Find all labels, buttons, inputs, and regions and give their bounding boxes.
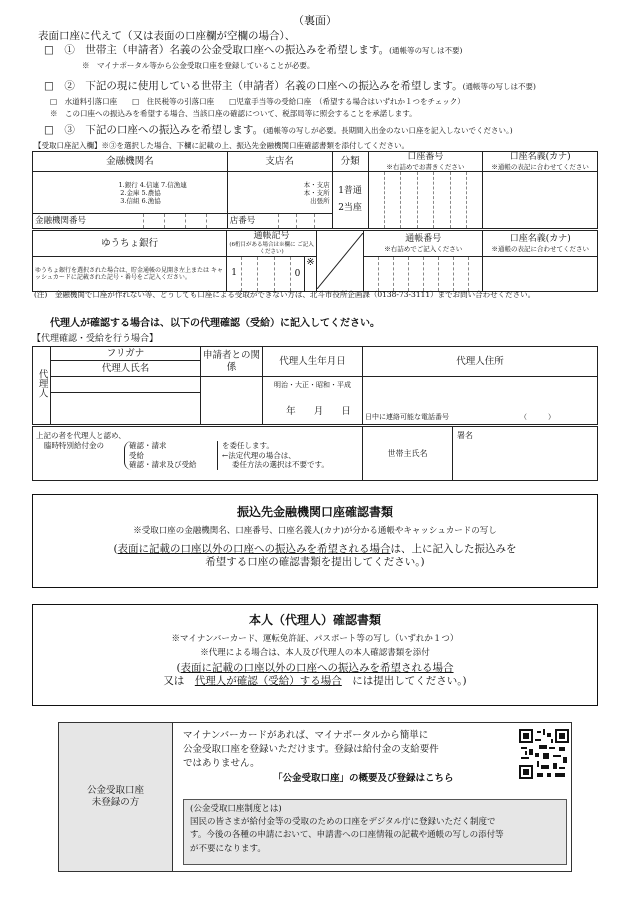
birth-input[interactable]	[263, 377, 363, 425]
bank-doc-box	[32, 494, 598, 588]
id-doc-line-3	[33, 662, 597, 675]
id-doc-rest: には提出してください。)	[341, 675, 467, 688]
birth-year: 年	[286, 405, 296, 417]
yucho-extra-digit[interactable]: ※	[304, 257, 316, 291]
delegate-3: 委任方法の選択は不要です。	[232, 460, 329, 470]
branch-types-3: 出張所	[310, 196, 330, 205]
option-1-note: (通帳等の写しは不要)	[389, 46, 463, 55]
account-header: 【受取口座記入欄】※③を選択した場合、下欄に記載の上、振込先金融機関口座確認書類を添付してください。	[34, 141, 409, 150]
header-holder	[483, 152, 598, 172]
yucho-number-label: 通帳番号	[405, 233, 442, 244]
id-doc-box	[32, 604, 598, 706]
relation-label: 申請者との関係	[201, 347, 263, 377]
householder-label: 世帯主氏名	[363, 427, 453, 481]
info-link[interactable]: 「公金受取口座」の概要及び登録はこちら	[273, 773, 454, 785]
branch-code-input[interactable]	[227, 214, 332, 229]
option-1-text: □ ① 世帯主（申請者）名義の公金受取口座への振込みを希望します。	[44, 44, 390, 56]
type-ordinary: 1普通	[338, 186, 362, 197]
furigana-label: フリガナ	[51, 347, 201, 361]
notice: (注) 金融機関で口座が作れない等、どうしても口座による受取ができない方は、北斗市役所企画課（0138-73-3111）までお問い合わせください。	[34, 290, 536, 299]
header-holder-note: ※通帳の表記に合わせてください	[491, 163, 589, 172]
header-account-number-label: 口座番号	[407, 152, 444, 162]
yucho-digit-zero: 0	[290, 257, 304, 291]
phone-label: 日中に連絡可能な電話番号	[365, 413, 449, 422]
info-sub-3: が不要になります。	[190, 843, 266, 854]
option-2-sub: ※ この口座への振込みを希望する場合、当該口座の確認について、税部局等に照会することを承諾します。	[50, 109, 417, 118]
info-side-2: 未登録の方	[91, 797, 140, 808]
bank-types-2: 2.金庫 5.農協	[120, 188, 161, 197]
delegate-1: を委任します。	[222, 441, 274, 451]
relation-input[interactable]	[201, 377, 263, 425]
option-2-note: (通帳等の写しは不要)	[462, 82, 536, 91]
yucho-note: ゆうちょ銀行を選択された場合は、貯金通帳の見開き左上または キャッシュカードに記載された記号・番号をご記入ください。	[33, 257, 227, 292]
option-2-choices[interactable]: □ 水道料引落口座 □ 住民税等の引落口座 □児童手当等の受給口座 （希望する場合はいずれか１つをチェック）	[50, 97, 465, 106]
id-doc-emph: 表面に記載の口座以外の口座への振込みを希望される場合	[180, 662, 454, 675]
info-side	[59, 723, 173, 871]
yucho-number-note: ※右詰めでご記入ください	[384, 245, 463, 254]
option-2[interactable]	[44, 80, 536, 93]
bank-name-input[interactable]	[33, 172, 228, 214]
id-doc-or: 又は	[163, 675, 195, 688]
yucho-divider	[316, 231, 363, 292]
yucho-digit-first: 1	[231, 268, 238, 279]
signature-label: 署名	[457, 431, 473, 440]
address-label: 代理人住所	[363, 347, 598, 377]
id-doc-line-4	[33, 675, 597, 688]
info-text	[183, 729, 454, 786]
account-number-input[interactable]	[368, 172, 483, 229]
option-2-text: □ ② 下記の現に使用している世帯主（申請者）名義の口座への振込みを希望します。	[44, 80, 463, 92]
signature-input[interactable]	[453, 427, 598, 481]
bank-doc-paren: (	[113, 542, 118, 555]
bank-account-table	[32, 151, 598, 229]
yucho-symbol-note: (6桁目がある場合は※欄に ご記入ください)	[229, 242, 314, 256]
header-type: 分類	[332, 152, 368, 172]
yucho-number-input[interactable]	[363, 257, 482, 292]
info-text-1: マイナンバーカードがあれば、マイナポータルから簡単に	[183, 730, 429, 741]
bank-types-3: 3.信組 6.漁協	[120, 196, 161, 205]
info-sub-box	[183, 799, 567, 865]
bank-doc-emph: 表面に記載の口座以外の口座への振込みを希望される場合	[117, 542, 391, 555]
yucho-holder-input[interactable]	[483, 257, 598, 292]
info-main	[173, 723, 571, 871]
header-bank-name: 金融機関名	[33, 152, 228, 172]
bank-doc-rest: は、上に記入した振込みを	[390, 542, 517, 555]
bank-doc-line-2	[33, 543, 597, 556]
id-doc-paren: (	[176, 662, 181, 675]
info-text-3: ではありません。	[183, 757, 260, 769]
id-doc-line-1: ※マイナンバーカード、運転免許証、パスポート等の写し（いずれか１つ）	[171, 634, 459, 644]
yucho-table	[32, 230, 598, 292]
bank-code-input[interactable]	[33, 214, 228, 229]
proxy-heading: 代理人が確認する場合は、以下の代理確認（受給）に記入してください。	[50, 318, 380, 329]
header-account-number-note: ※右詰めでお書きください	[386, 163, 465, 172]
yucho-name: ゆうちょ銀行	[33, 231, 227, 257]
header-branch-name: 支店名	[227, 152, 332, 172]
id-doc-title: 本人（代理人）確認書類	[248, 613, 381, 627]
bank-code-label: 金融機関番号	[35, 216, 87, 227]
qr-code-icon[interactable]	[519, 729, 569, 779]
bank-types-1: 1.銀行 4.信連 7.信漁連	[118, 180, 187, 189]
item-both: 確認・請求及び受給	[129, 460, 197, 470]
branch-name-input[interactable]	[227, 172, 332, 214]
branch-types-2: 本・支所	[303, 188, 330, 197]
yucho-symbol-input[interactable]	[227, 257, 317, 292]
info-text-2: 公金受取口座を登録いただけます。登録は給付金の支給要件	[183, 743, 439, 755]
branch-types-1: 本・支店	[303, 180, 330, 189]
consent-2: 臨時特別給付金の	[44, 441, 104, 451]
delegation-items[interactable]	[124, 441, 212, 469]
info-box	[58, 722, 572, 872]
bank-doc-title: 振込先金融機関口座確認書類	[236, 505, 393, 519]
info-sub-2: す。今後の各種の申請において、申請書への口座情報の記載や通帳の写しの添付等	[190, 830, 504, 841]
birth-label: 代理人生年月日	[263, 347, 363, 377]
proxy-table	[32, 346, 598, 425]
type-current: 2当座	[338, 203, 362, 214]
option-3-text: □ ③ 下記の口座への振込みを希望します。	[44, 124, 264, 136]
option-3-note: (通帳等の写しが必要。長期間入出金のない口座を記入しないでください。)	[263, 126, 513, 135]
account-type-select[interactable]	[332, 172, 368, 229]
consent-1: 上記の者を代理人と認め、	[36, 431, 126, 440]
bank-doc-line-3: 希望する口座の確認書類を提出してください。)	[205, 555, 425, 568]
proxy-label: 【代理確認・受給を行う場合】	[32, 334, 159, 344]
id-doc-line-2: ※代理による場合は、本人及び代理人の本人確認書類を添付	[200, 647, 430, 658]
phone-paren: （ ）	[520, 413, 555, 422]
address-input[interactable]	[363, 377, 598, 425]
option-1[interactable]	[44, 44, 462, 57]
option-1-sub: ※ マイナポータル等から公金受取口座を登録していることが必要。	[82, 61, 315, 70]
header-holder-label: 口座名義(カナ)	[509, 152, 571, 162]
yucho-symbol-label: 通帳記号	[253, 231, 290, 241]
name-label: 代理人氏名	[51, 361, 201, 377]
item-confirm: 確認・請求	[129, 441, 167, 451]
info-sub-title: (公金受取口座制度とは)	[190, 804, 282, 814]
furigana-input[interactable]	[51, 377, 201, 393]
option-3[interactable]	[44, 124, 513, 137]
birth-day: 日	[341, 405, 351, 417]
yucho-holder-label: 口座名義(カナ)	[509, 233, 571, 244]
yucho-holder-header	[483, 231, 598, 257]
page-title: （裏面）	[293, 14, 337, 27]
bank-doc-line-1: ※受取口座の金融機関名、口座番号、口座名義人(カナ)が分かる通帳やキャッシュカードの写し	[133, 526, 497, 536]
delegation-text	[33, 427, 363, 481]
yucho-number-header	[363, 231, 482, 257]
birth-month: 月	[313, 405, 324, 417]
yucho-symbol-header	[227, 231, 317, 257]
branch-code-label: 店番号	[229, 216, 256, 227]
proxy-side-text: 代理人	[36, 368, 48, 398]
account-holder-input[interactable]	[483, 172, 598, 229]
proxy-side-label	[33, 347, 51, 425]
info-sub-1: 国民の皆さまが給付金等の受取のための口座をデジタル庁に登録いただく制度で	[190, 817, 496, 828]
info-side-1: 公金受取口座	[86, 785, 144, 797]
delegate-2: ←法定代理の場合は、	[222, 450, 296, 460]
yucho-holder-note: ※通帳の表記に合わせてください	[491, 245, 589, 254]
intro-text: 表面口座に代えて（又は表面の口座欄が空欄の場合）、	[38, 30, 296, 42]
delegation-table	[32, 426, 598, 481]
birth-eras: 明治・大正・昭和・平成	[274, 381, 351, 389]
id-doc-emph-2: 代理人が確認（受給）する場合	[194, 675, 342, 688]
header-account-number	[368, 152, 483, 172]
item-receive: 受給	[129, 450, 144, 460]
name-input[interactable]	[51, 393, 201, 425]
